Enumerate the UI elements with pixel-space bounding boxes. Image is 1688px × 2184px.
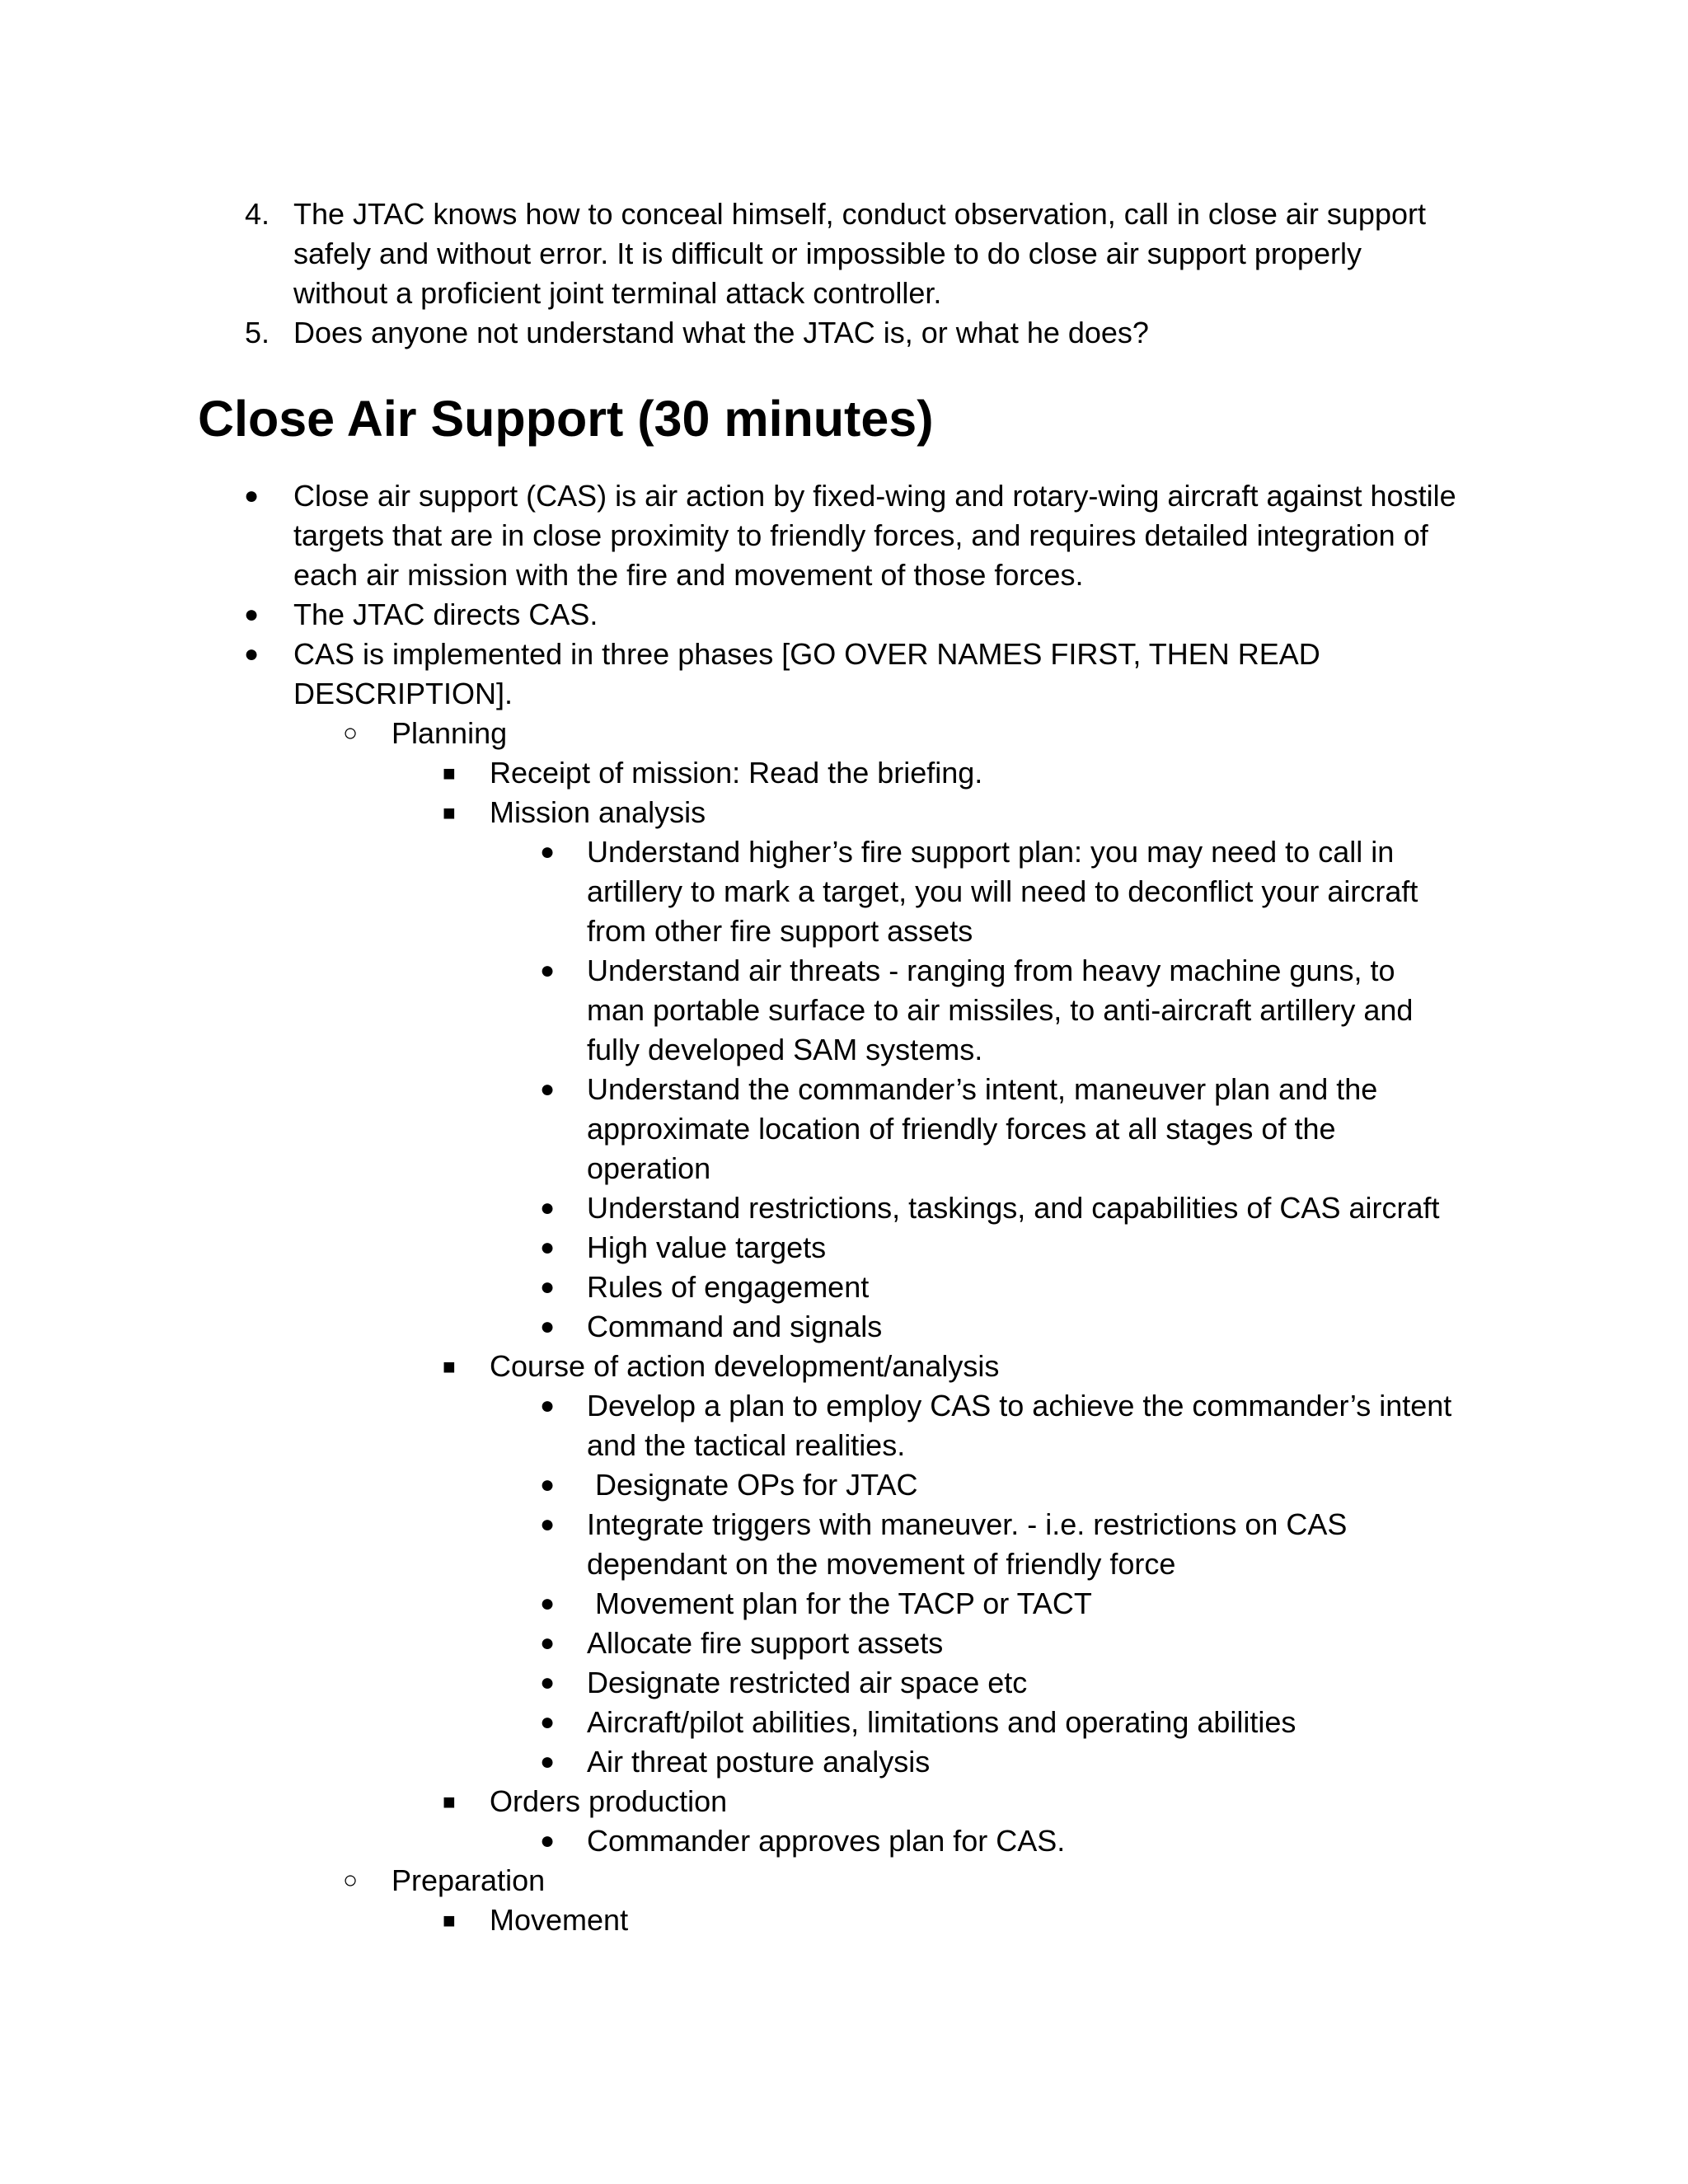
list-item-text: operation: [587, 1151, 711, 1185]
list-item-text: High value targets: [587, 1230, 827, 1264]
list-item-text: Designate restricted air space etc: [587, 1666, 1028, 1699]
bullet-disc-icon: ●: [540, 1273, 556, 1301]
list-number: 5.: [245, 316, 270, 349]
bullet-square-icon: ■: [443, 1354, 456, 1379]
bullet-disc-icon: ●: [540, 1076, 556, 1103]
bullet-square-icon: ■: [443, 800, 456, 825]
list-item-text: Understand higher’s fire support plan: you may need to call in: [587, 835, 1395, 869]
list-item-text: Integrate triggers with maneuver. - i.e. restrictions on CAS: [587, 1507, 1348, 1541]
bullet-square-icon: ■: [443, 1908, 456, 1933]
list-item-text: from other fire support assets: [587, 914, 973, 948]
list-item-text: Mission analysis: [490, 795, 706, 829]
list-item-text: The JTAC directs CAS.: [293, 598, 598, 631]
list-item-text: man portable surface to air missiles, to anti-aircraft artillery and: [587, 993, 1414, 1027]
bullet-circle-icon: ○: [343, 719, 359, 747]
list-item-text: Understand the commander’s intent, maneuver plan and the: [587, 1072, 1378, 1106]
list-item-text: Movement plan for the TACP or TACT: [587, 1586, 1092, 1620]
bullet-disc-icon: ●: [540, 1590, 556, 1617]
bullet-disc-icon: ●: [244, 482, 260, 509]
bullet-disc-icon: ●: [540, 1827, 556, 1854]
bullet-disc-icon: ●: [540, 1471, 556, 1498]
bullet-disc-icon: ●: [540, 1194, 556, 1221]
list-item-text: Command and signals: [587, 1310, 883, 1343]
bullet-circle-icon: ○: [343, 1867, 359, 1894]
list-item-text: Planning: [392, 716, 508, 750]
list-item-text: Receipt of mission: Read the briefing.: [490, 756, 983, 790]
list-item-text: CAS is implemented in three phases [GO OVER NAMES FIRST, THEN READ: [293, 637, 1320, 671]
list-item-text: Allocate fire support assets: [587, 1626, 944, 1660]
bullet-disc-icon: ●: [540, 1629, 556, 1657]
bullet-disc-icon: ●: [244, 601, 260, 628]
bullet-disc-icon: ●: [540, 838, 556, 865]
section-heading: Close Air Support (30 minutes): [198, 391, 934, 447]
bullet-square-icon: ■: [443, 1789, 456, 1814]
bullet-disc-icon: ●: [540, 1234, 556, 1261]
list-item-text: DESCRIPTION].: [293, 677, 513, 710]
list-item-text: targets that are in close proximity to friendly forces, and requires detailed integration of: [293, 518, 1428, 552]
list-item-text: Designate OPs for JTAC: [587, 1468, 918, 1502]
list-item-text: approximate location of friendly forces at all stages of the: [587, 1112, 1336, 1146]
bullet-square-icon: ■: [443, 761, 456, 785]
bullet-disc-icon: ●: [540, 1708, 556, 1736]
list-item-text: Aircraft/pilot abilities, limitations and operating abilities: [587, 1705, 1296, 1739]
bullet-disc-icon: ●: [540, 1392, 556, 1419]
list-item-text: each air mission with the fire and movement of those forces.: [293, 558, 1084, 592]
bullet-disc-icon: ●: [540, 1748, 556, 1775]
list-item-text: Does anyone not understand what the JTAC is, or what he does?: [293, 316, 1149, 349]
list-item-text: Commander approves plan for CAS.: [587, 1824, 1066, 1858]
list-item-text: Orders production: [490, 1784, 728, 1818]
list-item-text: Movement: [490, 1903, 629, 1937]
list-item-text: dependant on the movement of friendly force: [587, 1547, 1176, 1581]
list-item-text: without a proficient joint terminal attack controller.: [293, 276, 942, 310]
list-item-text: and the tactical realities.: [587, 1428, 906, 1462]
list-item-text: safely and without error. It is difficult or impossible to do close air support properly: [293, 237, 1362, 270]
list-number: 4.: [245, 197, 270, 231]
list-item-text: fully developed SAM systems.: [587, 1033, 983, 1066]
list-item-text: Understand restrictions, taskings, and capabilities of CAS aircraft: [587, 1191, 1440, 1225]
bullet-disc-icon: ●: [540, 1669, 556, 1696]
bullet-disc-icon: ●: [540, 1511, 556, 1538]
list-item-text: Course of action development/analysis: [490, 1349, 1000, 1383]
bullet-disc-icon: ●: [540, 957, 556, 984]
list-item-text: Preparation: [392, 1863, 546, 1897]
list-item-text: artillery to mark a target, you will need to deconflict your aircraft: [587, 874, 1418, 908]
list-item-text: Develop a plan to employ CAS to achieve the commander’s intent: [587, 1389, 1452, 1422]
list-item-text: Air threat posture analysis: [587, 1745, 931, 1779]
bullet-disc-icon: ●: [540, 1313, 556, 1340]
list-item-text: The JTAC knows how to conceal himself, conduct observation, call in close air support: [293, 197, 1426, 231]
bullet-disc-icon: ●: [244, 640, 260, 668]
list-item-text: Understand air threats - ranging from heavy machine guns, to: [587, 954, 1395, 987]
list-item-text: Rules of engagement: [587, 1270, 870, 1304]
list-item-text: Close air support (CAS) is air action by fixed-wing and rotary-wing aircraft against hostile: [293, 479, 1456, 513]
